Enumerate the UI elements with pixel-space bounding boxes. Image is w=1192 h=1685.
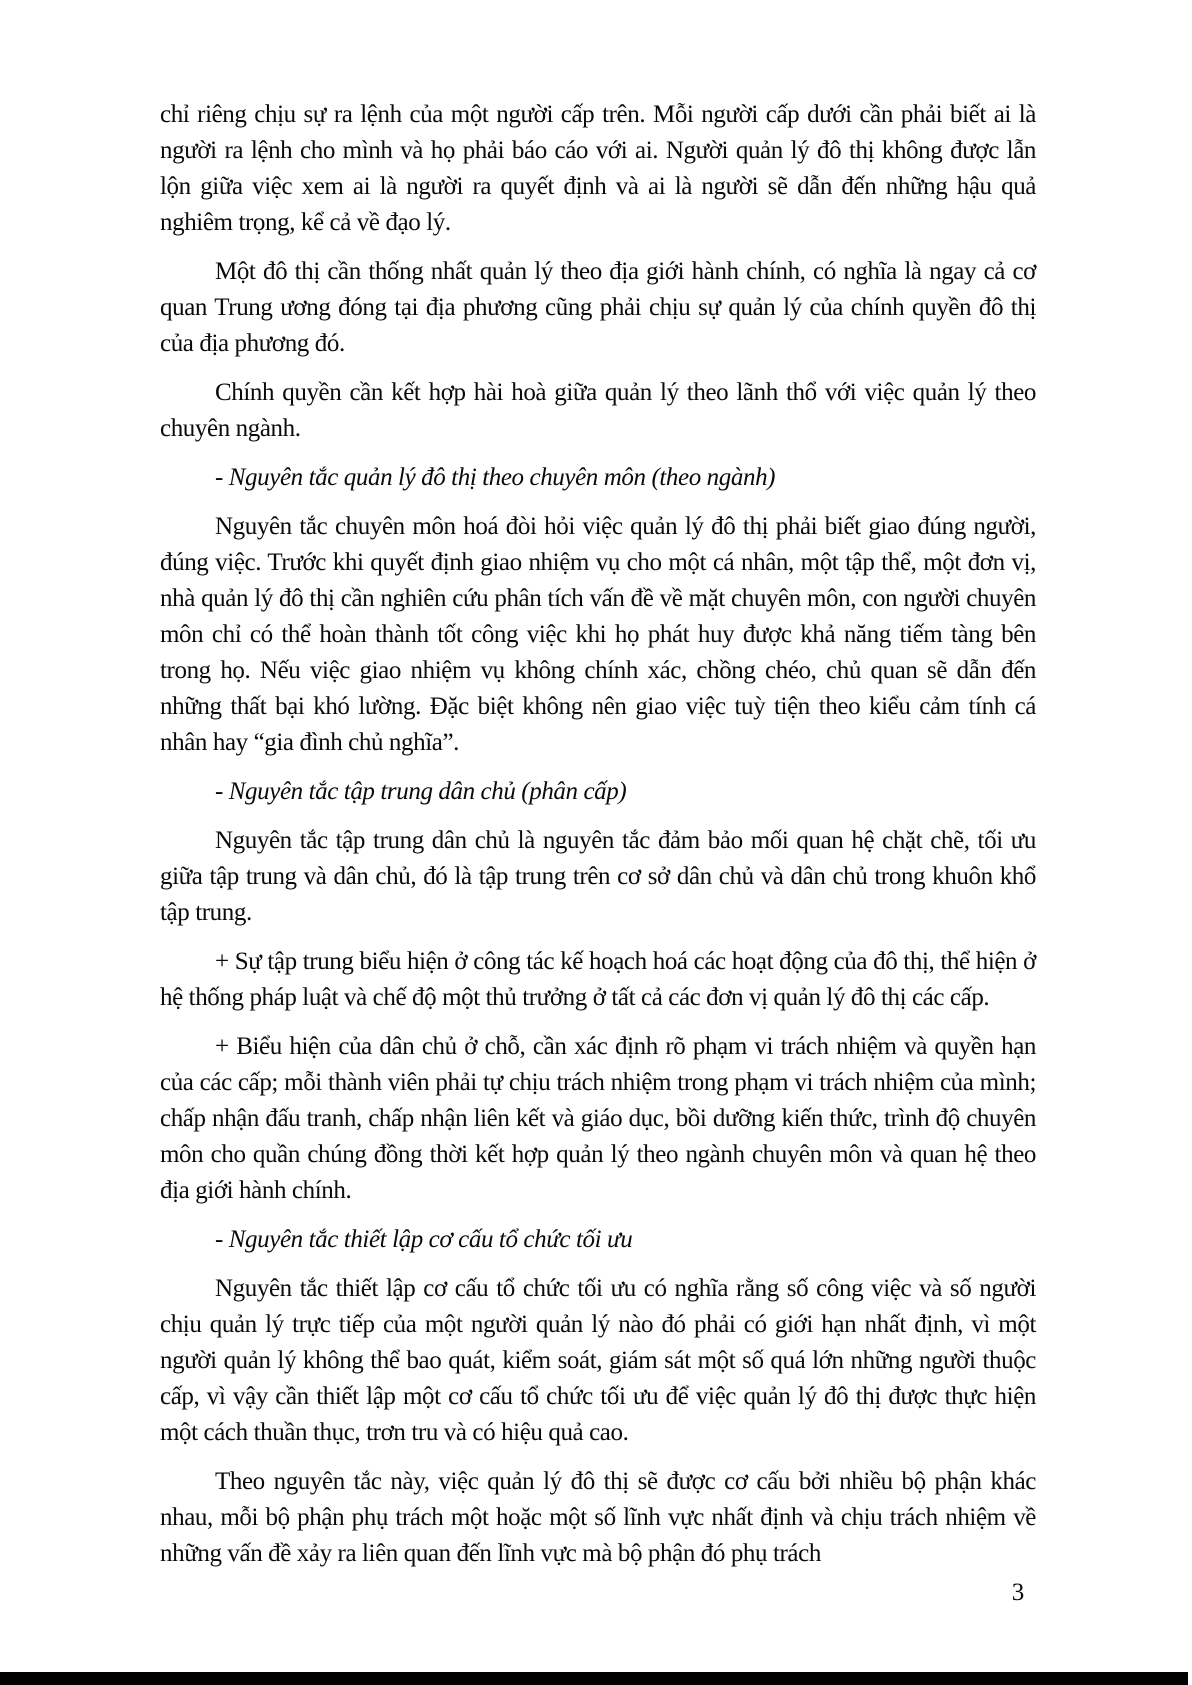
section-heading: - Nguyên tắc tập trung dân chủ (phân cấp): [215, 778, 627, 805]
section-heading: - Nguyên tắc thiết lập cơ cấu tổ chức tối ưu: [215, 1226, 633, 1253]
paragraph: + Sự tập trung biểu hiện ở công tác kế hoạch hoá các hoạt động của đô thị, thể hiện ở hệ thống pháp luật và chế độ một thủ trưởng ở tất cả các đơn vị quản lý đô thị các cấp.: [160, 948, 1036, 1011]
paragraph: + Biểu hiện của dân chủ ở chỗ, cần xác định rõ phạm vi trách nhiệm và quyền hạn của các cấp; mỗi thành viên phải tự chịu trách nhiệm trong phạm vi trách nhiệm của mình; chấp nhận đấu tranh, chấp nhận liên kết và giáo dục, bồi dưỡng kiến thức, trình độ chuyên môn cho quần chúng đồng thời kết hợp quản lý theo ngành chuyên môn và quan hệ theo địa giới hành chính.: [160, 1033, 1036, 1204]
paragraph: Nguyên tắc tập trung dân chủ là nguyên tắc đảm bảo mối quan hệ chặt chẽ, tối ưu giữa tập trung và dân chủ, đó là tập trung trên cơ sở dân chủ và dân chủ trong khuôn khổ tập trung.: [160, 827, 1036, 926]
document-text-block: [160, 97, 1036, 1572]
paragraph: Nguyên tắc chuyên môn hoá đòi hỏi việc quản lý đô thị phải biết giao đúng người, đúng việc. Trước khi quyết định giao nhiệm vụ cho một cá nhân, một tập thể, một đơn vị, nhà quản lý đô thị cần nghiên cứu phân tích vấn đề về mặt chuyên môn, con người chuyên môn chỉ có thể hoàn thành tốt công việc khi họ phát huy được khả năng tiếm tàng bên trong họ. Nếu việc giao nhiệm vụ không chính xác, chồng chéo, chủ quan sẽ dẫn đến những thất bại khó lường. Đặc biệt không nên giao việc tuỳ tiện theo kiểu cảm tính cá nhân hay “gia đình chủ nghĩa”.: [160, 513, 1036, 756]
screenshot-bottom-edge-bar: [0, 1672, 1188, 1685]
section-heading: - Nguyên tắc quản lý đô thị theo chuyên môn (theo ngành): [215, 464, 776, 491]
paragraph: Nguyên tắc thiết lập cơ cấu tổ chức tối ưu có nghĩa rằng số công việc và số người chịu quản lý trực tiếp của một người quản lý nào đó phải có giới hạn nhất định, vì một người quản lý không thể bao quát, kiểm soát, giám sát một số quá lớn những người thuộc cấp, vì vậy cần thiết lập một cơ cấu tổ chức tối ưu để việc quản lý đô thị được thực hiện một cách thuần thục, trơn tru và có hiệu quả cao.: [160, 1275, 1036, 1446]
paragraph: Chính quyền cần kết hợp hài hoà giữa quản lý theo lãnh thổ với việc quản lý theo chuyên ngành.: [160, 379, 1036, 442]
paragraph: Theo nguyên tắc này, việc quản lý đô thị sẽ được cơ cấu bởi nhiều bộ phận khác nhau, mỗi bộ phận phụ trách một hoặc một số lĩnh vực nhất định và chịu trách nhiệm về những vấn đề xảy ra liên quan đến lĩnh vực mà bộ phận đó phụ trách: [160, 1468, 1036, 1567]
page-number: 3: [1011, 1579, 1025, 1606]
paragraph: chỉ riêng chịu sự ra lệnh của một người cấp trên. Mỗi người cấp dưới cần phải biết ai là người ra lệnh cho mình và họ phải báo cáo với ai. Người quản lý đô thị không được lẫn lộn giữa việc xem ai là người ra quyết định và ai là người sẽ dẫn đến những hậu quả nghiêm trọng, kể cả về đạo lý.: [160, 101, 1036, 236]
paragraph: Một đô thị cần thống nhất quản lý theo địa giới hành chính, có nghĩa là ngay cả cơ quan Trung ương đóng tại địa phương cũng phải chịu sự quản lý của chính quyền đô thị của địa phương đó.: [160, 258, 1036, 357]
